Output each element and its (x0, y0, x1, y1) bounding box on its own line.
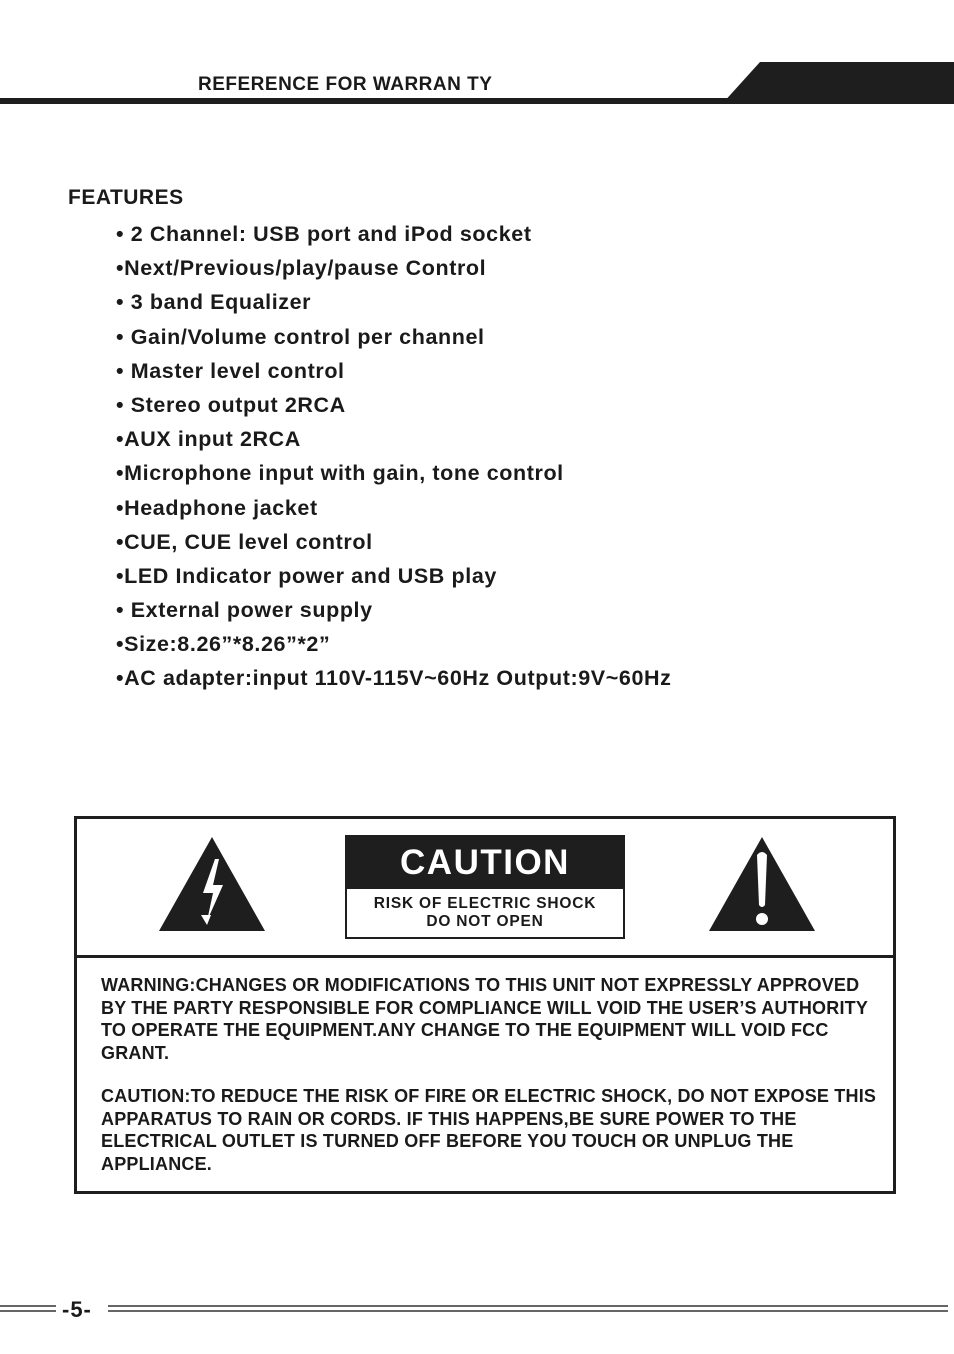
caution-label-title: CAUTION (347, 837, 623, 889)
feature-item: •Next/Previous/play/pause Control (116, 256, 487, 281)
caution-divider (77, 955, 893, 958)
feature-item: •Microphone input with gain, tone control (116, 461, 564, 486)
caution-label-subtitle (347, 889, 623, 931)
page-number: -5- (62, 1297, 92, 1322)
feature-item: • Gain/Volume control per channel (116, 324, 485, 349)
feature-item: •AUX input 2RCA (116, 427, 301, 452)
features-heading: FEATURES (68, 186, 184, 209)
feature-item: • 3 band Equalizer (116, 290, 312, 315)
feature-item: •CUE, CUE level control (116, 529, 373, 554)
caution-panel (74, 816, 896, 1194)
caution-paragraph: CAUTION:TO REDUCE THE RISK OF FIRE OR ELECTRIC SHOCK, DO NOT EXPOSE THIS APPARATUS TO RAIN OR CORDS. IF THIS HAPPENS,BE SURE POWER TO THE ELECTRICAL OUTLET IS TURNED OFF BEFORE YOU TOUCH OR UNPLUG THE APPLIANCE. (101, 1086, 877, 1174)
electric-shock-warning-icon (157, 835, 267, 933)
caution-label-line-1: RISK OF ELECTRIC SHOCK (373, 895, 597, 912)
warning-paragraph: WARNING:CHANGES OR MODIFICATIONS TO THIS UNIT NOT EXPRESSLY APPROVED BY THE PARTY RESPONSIBLE FOR COMPLIANCE WILL VOID THE USER’S AUTHORITY TO OPERATE THE EQUIPMENT.ANY CHANGE TO THE EQUIPMENT WILL VOID FCC GRANT. (101, 975, 868, 1063)
caution-label (345, 835, 625, 939)
feature-item: •Headphone jacket (116, 495, 318, 520)
feature-item: • Master level control (116, 358, 345, 383)
footer-rule (0, 1297, 954, 1322)
exclamation-warning-icon (707, 835, 817, 933)
feature-item: •LED Indicator power and USB play (116, 563, 497, 588)
feature-item: • External power supply (116, 598, 373, 623)
feature-item: • Stereo output 2RCA (116, 392, 346, 417)
features-list (116, 220, 671, 699)
caution-label-line-2: DO NOT OPEN (426, 913, 544, 930)
header-title: REFERENCE FOR WARRAN TY (198, 74, 493, 95)
feature-item: • 2 Channel: USB port and iPod socket (116, 222, 532, 246)
feature-item: •AC adapter:input 110V-115V~60Hz Output:9V~60Hz (116, 666, 672, 691)
feature-item: •Size:8.26”*8.26”*2” (116, 632, 331, 657)
